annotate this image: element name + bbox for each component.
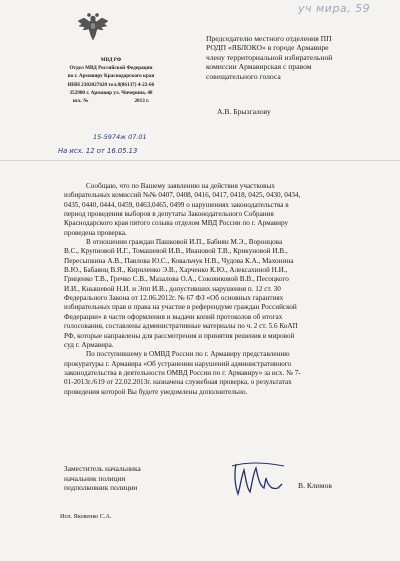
body-line: избирательных прав и права на участие в референдуме граждан Российской [64, 303, 297, 312]
corner-handwritten-note: уч мира, 59 [298, 2, 371, 15]
body-line: Сообщаю, что по Вашему заявлению на действия участковых [86, 182, 276, 190]
outgoing-year: 2013 г. [134, 98, 150, 105]
body-line: В.Ю., Бабаянц В.Я., Кириленко Э.В., Харченко К.Ю., Алексахиной Н.И., [64, 266, 288, 275]
addressee-block [206, 34, 396, 81]
body-line: Федерального Закона от 12.06.2012г. № 67 ФЗ «Об основных гарантиях [64, 294, 284, 303]
body-line: По поступившему в ОМВД России по г. Армавиру представлению [86, 350, 290, 359]
body-line: Гриценко Т.В., Гречко С.В., Мазалова О.А., Соковиковой В.В., Песоцкого [64, 275, 289, 284]
body-paragraph-3 [64, 350, 378, 397]
body-line: Пересыпкина А.В., Павлова Ю.С., Ковальчук Н.В., Чудова К.А., Махонина [64, 256, 294, 265]
header-line: по г. Армавиру Краснодарского края [67, 73, 155, 80]
header-line: ИНН 2302027620 тел.8(86137) 4-22-66 [67, 81, 155, 88]
outgoing-number-row [36, 97, 186, 105]
executor-name: Исп. Яковенко С.А. [60, 513, 112, 520]
body-line: 01-2013г./619 от 22.02.2013г. назначена служебная проверка, о результатах [64, 378, 292, 387]
body-paragraph-2 [64, 238, 378, 350]
body-line: проведена проверка. [64, 228, 127, 237]
body-line: Краснодарского края пятого созыва отделом МВД России по г. Армавиру [64, 219, 289, 228]
addressee-line: члену территориальной избирательной [206, 52, 333, 62]
body-line: голосования, составлены административные материалы по ч. 2 ст. 5.6 КоАП [64, 322, 298, 331]
body-line: В.С., Крупновой И.Г., Томашевой И.В., Ивановой Т.В., Крикуновой И.В., [64, 247, 288, 256]
body-line: проведения которой Вы будете уведомлены дополнительно. [64, 387, 248, 396]
body-line: РФ, которые направлены для рассмотрения и принятия решения в мировой [64, 331, 295, 340]
body-line: И.И., Кнышевой Н.И. и Эпп И.В., допустивших нарушения п. 12 ст. 30 [64, 284, 281, 293]
signatory-name: В. Климов [298, 481, 332, 490]
position-line: начальник полиции [64, 473, 126, 483]
signature-position-block [64, 464, 141, 493]
recipient-name: А.В. Брызгалову [217, 107, 271, 116]
position-line: Заместитель начальника [64, 464, 141, 473]
handwritten-signature [226, 458, 288, 500]
letter-body [64, 182, 378, 397]
body-line: суд г. Армавира. [64, 340, 114, 349]
addressee-line: совещательного голоса [206, 71, 281, 81]
outgoing-number-label: исх. № [72, 98, 89, 105]
outgoing-number-handwritten: 15-5974ж 07.01 [93, 133, 147, 141]
body-line: Федерации» в части оформления и выдачи копий протоколов об итогах [64, 312, 283, 321]
header-line: 352900 г. Армавир ул. Чичерина, 48 [69, 89, 153, 96]
header-line: Отдел МВД Российской Федерации [69, 65, 153, 72]
sender-header [36, 56, 186, 105]
body-line: избирательных комиссий №№ 0407, 0408, 0416, 0417, 0418, 0425, 0430, 0434, [64, 191, 301, 200]
header-line: МВД РФ [100, 57, 122, 63]
position-line: подполковник полиции [64, 483, 138, 493]
body-paragraph-1 [64, 182, 378, 238]
body-line: В отношении граждан Пашковой И.П., Бабиян М.Э., Воронцова [86, 238, 283, 247]
page-fold-line [0, 160, 400, 161]
body-line: законодательства в деятельности ОМВД России по г. Армавиру» за исх. № 7- [64, 368, 301, 377]
addressee-line: РОДП «ЯБЛОКО» в городе Армавире [206, 43, 329, 53]
body-line: период проведения выборов в депутаты Законодательного Собрания [64, 210, 274, 219]
addressee-line: Председателю местного отделения ПП [206, 34, 332, 43]
reference-handwritten: На исх. 12 от 16.05.13 [58, 147, 138, 155]
body-line: прокуратуры г. Армавира «Об устранении нарушений административного [64, 359, 292, 368]
addressee-line: комиссии Армавирская с правом [206, 62, 312, 72]
body-line: 0435, 0440, 0444, 0459, 0463,0465, 0499 о нарушениях законодательства в [64, 200, 289, 209]
eagle-emblem-icon [76, 12, 110, 42]
